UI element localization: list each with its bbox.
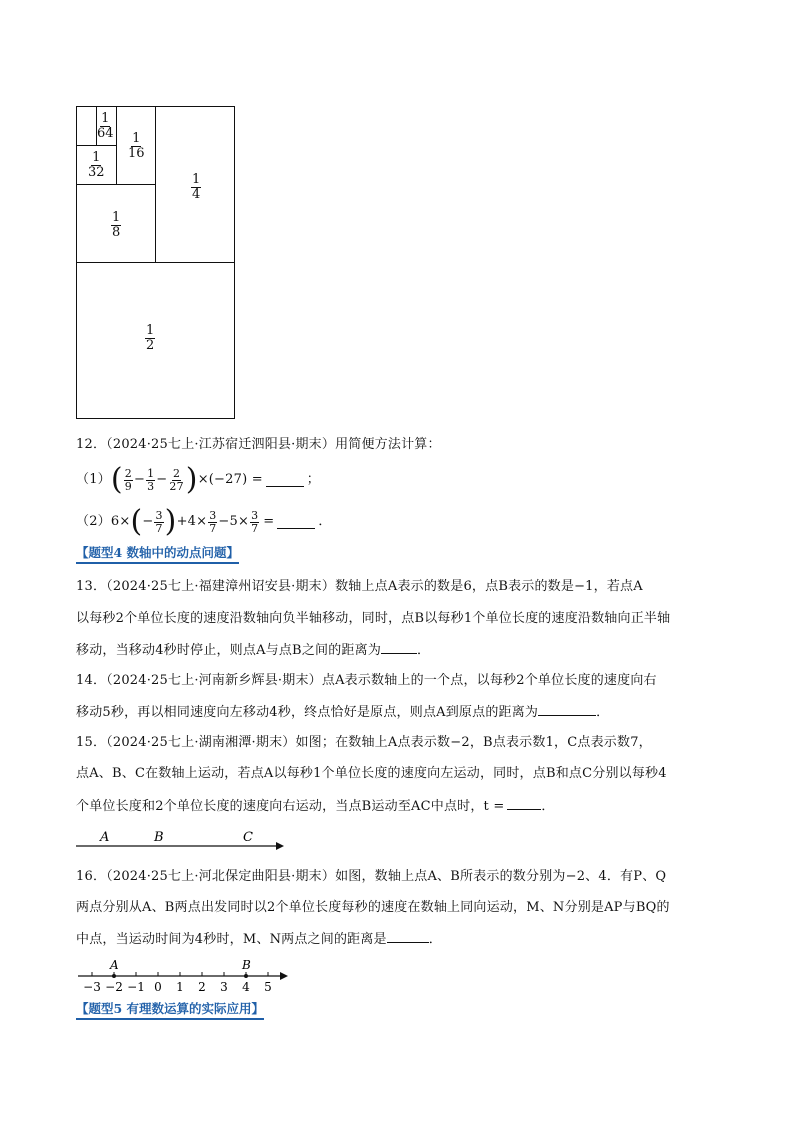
point-label-b: B <box>154 830 164 845</box>
q15-line2: 点A、B、C在数轴上运动，若点A以每秒1个单位长度的速度向左运动，同时，点B和点C分别以每秒4 <box>76 766 667 781</box>
label-1-32: $\frac{1}{32}$ <box>88 150 105 180</box>
minus-sign: − <box>133 472 146 487</box>
number-line-figure-15 <box>70 826 290 856</box>
tick-label: −1 <box>127 980 145 994</box>
q12-p2-c: −5× <box>218 514 250 529</box>
label-1-2: $\frac{1}{2}$ <box>146 323 155 353</box>
answer-blank[interactable] <box>507 797 541 810</box>
q13-line3 <box>76 641 430 660</box>
q12-p1-frac2: $\frac{1}{3}$ <box>147 466 155 493</box>
left-paren-icon: ( <box>130 504 143 539</box>
cell-half <box>76 262 235 419</box>
q14-line2-end: ． <box>596 705 610 720</box>
tick-label: −3 <box>83 980 101 994</box>
answer-blank[interactable] <box>266 474 304 487</box>
number-line-figure-16 <box>74 955 294 995</box>
right-paren-icon: ) <box>164 504 177 539</box>
q12-p2-end: ． <box>318 514 332 529</box>
q12-p1-end: ； <box>306 472 320 487</box>
q12-p2-frac1: $\frac{3}{7}$ <box>155 508 163 535</box>
q12-p2-a: 6× <box>110 514 131 529</box>
tick-label: 3 <box>220 980 228 994</box>
q15-line1: 15．（2024·25七上·湖南湘潭·期末）如图；在数轴上A点表示数−2，B点表示数1，C点表示数7， <box>76 735 652 750</box>
tick-label: 0 <box>154 980 162 994</box>
q12-p2-frac2: $\frac{3}{7}$ <box>209 508 217 535</box>
q14-line2-text: 移动5秒，再以相同速度向左移动4秒，终点恰好是原点，则点A到原点的距离为 <box>76 705 539 720</box>
q12-p2-b: +4× <box>176 514 208 529</box>
arrow-head-icon <box>276 842 284 850</box>
q12-part1-label: （1） <box>76 472 111 487</box>
answer-blank[interactable] <box>277 516 315 529</box>
q12-p2-frac3: $\frac{3}{7}$ <box>251 508 259 535</box>
point-a-dot <box>112 974 116 978</box>
q14-line1: 14．（2024·25七上·河南新乡辉县·期末）点A表示数轴上的一个点，以每秒2个单位长度的速度向右 <box>76 673 657 688</box>
q15-line3-text: 个单位长度和2个单位长度的速度向右运动，当点B运动至AC中点时，t = <box>76 799 505 814</box>
q16-line3 <box>76 930 442 949</box>
q16-line1: 16．（2024·25七上·河北保定曲阳县·期末）如图，数轴上点A、B所表示的数分别为−2、4．有P、Q <box>76 869 667 884</box>
q14-line2 <box>76 703 609 722</box>
point-label-a: A <box>100 830 110 845</box>
q12-p1-frac1: $\frac{2}{9}$ <box>124 466 132 493</box>
answer-blank[interactable] <box>387 930 429 943</box>
answer-blank[interactable] <box>381 641 417 654</box>
q16-line2: 两点分别从A、B两点出发同时以2个单位长度每秒的速度在数轴上同向运动，M、N分别是AP与BQ的 <box>76 900 670 915</box>
q12-p2-eq: = <box>263 514 275 529</box>
q13-line2: 以每秒2个单位长度的速度沿数轴向负半轴移动，同时，点B以每秒1个单位长度的速度沿数轴向正半轴 <box>76 611 671 626</box>
q13-line3-end: ． <box>417 643 431 658</box>
tick-label: 4 <box>242 980 250 994</box>
q16-line3-end: ． <box>428 932 442 947</box>
tick-label: −2 <box>105 980 123 994</box>
tick-label: 5 <box>264 980 272 994</box>
point-b-dot <box>244 974 248 978</box>
label-1-8: $\frac{1}{8}$ <box>112 210 121 240</box>
q13-line1: 13．（2024·25七上·福建漳州诏安县·期末）数轴上点A表示的数是6，点B表示的数是−1，若点A <box>76 579 643 594</box>
q13-line3-text: 移动，当移动4秒时停止，则点A与点B之间的距离为 <box>76 643 382 658</box>
arrow-head-icon <box>280 972 288 980</box>
tick-label: 1 <box>176 980 184 994</box>
q12-part1 <box>76 462 320 498</box>
section-heading-5: 【题型5 有理数运算的实际应用】 <box>76 999 264 1020</box>
minus-sign: − <box>156 472 168 487</box>
label-1-64: $\frac{1}{64}$ <box>97 111 114 141</box>
label-1-4: $\frac{1}{4}$ <box>192 172 201 202</box>
point-label-a: A <box>110 958 119 972</box>
label-1-16: $\frac{1}{16}$ <box>128 131 145 161</box>
point-label-c: C <box>243 830 253 845</box>
right-paren-icon: ) <box>185 462 198 497</box>
answer-blank[interactable] <box>538 703 596 716</box>
minus-sign: − <box>142 514 154 529</box>
q12-part2 <box>76 504 332 540</box>
q12-p1-frac3: $\frac{2}{27}$ <box>169 466 184 493</box>
q16-line3-text: 中点，当运动时间为4秒时，M、N两点之间的距离是 <box>76 932 387 947</box>
left-paren-icon: ( <box>110 462 123 497</box>
q12-p1-tail: ×(−27) = <box>197 472 263 487</box>
section-heading-4: 【题型4 数轴中的动点问题】 <box>76 543 239 564</box>
q12-prompt: 12．（2024·25七上·江苏宿迁泗阳县·期末）用简便方法计算： <box>76 437 441 452</box>
q12-part2-label: （2） <box>76 514 111 529</box>
point-label-b: B <box>242 958 251 972</box>
tick-label: 2 <box>198 980 206 994</box>
q15-line3-end: ． <box>541 799 555 814</box>
q15-line3 <box>76 797 555 816</box>
